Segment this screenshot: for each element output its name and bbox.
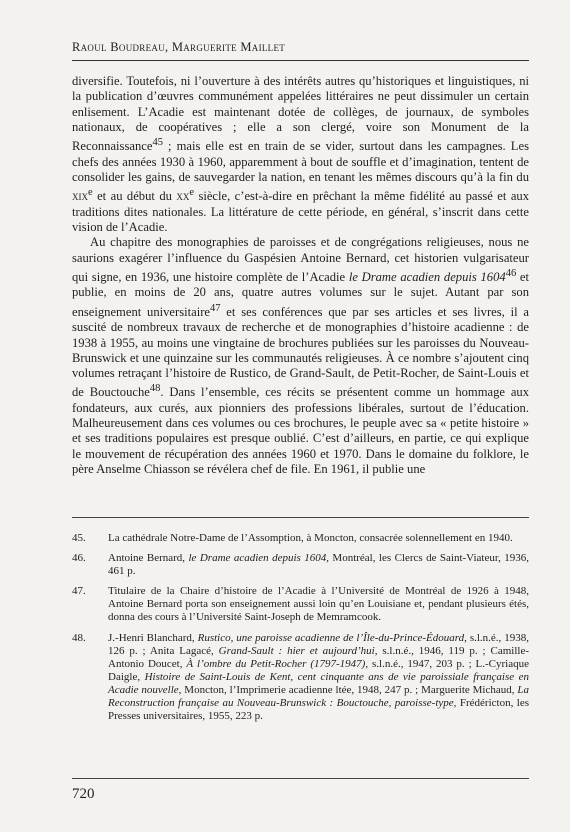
running-header: Raoul Boudreau, Marguerite Maillet [72, 40, 286, 54]
footnote-number: 48. [72, 631, 86, 644]
footnote-text: Titulaire de la Chaire d’histoire de l’Acadie à l’Université de Montréal de 1926 à 1948, Antoine Bernard porta son enseignement aussi loin qu’en Louisiane et, pendant plusieurs étés, donna des cours à l’Université Saint-Joseph de Memramcook. [108, 585, 529, 624]
footnote-text: La cathédrale Notre-Dame de l’Assomption, à Moncton, consacrée solennellement en 1940. [108, 532, 513, 544]
footer-rule [72, 778, 529, 779]
paragraph-2: Au chapitre des monographies de paroisses et de congrégations religieuses, nous ne saurions exagérer l’influence du Gaspésien Antoine Bernard, cet historien vulgarisateur qui signe, en 1936, une histoire complète de l’Acadie le Drame acadien depuis 1604$^{46}$ et publie, en moins de 20 ans, quatre autres volumes sur le sujet. Autant par son enseignement universitaire$^{47}$ et ses conférences que par ses articles et ses livres, il a suscité de nombreux travaux de recherche et de monographies d’histoire acadienne : de 1938 à 1955, au moins une vingtaine de brochures publiées sur les paroisses du Nouveau-Brunswick et une quinzaine sur les communautés religieuses. À ce nombre s’ajoutent cinq volumes retraçant l’histoire de Rustico, de Grand-Sault, de Petit-Rocher, de Saint-Louis et de Bouctouche$^{48}$. Dans l’ensemble, ces récits se présentent comme un hommage aux fondateurs, aux curés, aux pionniers des professions libérales, surtout de l’éducation. Malheureusement dans ces volumes ou ces brochures, le peuple avec sa « petite histoire » et ses traditions populaires est presque oublié. C’est d’ailleurs, en partie, ce qui explique le mouvement de récupération des années 1960 et 1970. Dans le domaine du folklore, le père Anselme Chiasson se révélera chef de file. En 1961, il publie une [72, 235, 529, 477]
header-rule [72, 60, 529, 61]
footnote-text: J.-Henri Blanchard, Rustico, une paroisse acadienne de l’Île-du-Prince-Édouard, s.l.n.é., 1938, 126 p. ; Anita Lagacé, Grand-Sault : hier et aujourd’hui, s.l.n.é., 1946, 119 p. ; Camille-Antonio Doucet, À l’ombre du Petit-Rocher (1797-1947), s.l.n.é., 1947, 203 p. ; L.-Cyriaque Daigle, Histoire de Saint-Louis de Kent, cent cinquante ans de vie paroissiale française en Acadie nouvelle, Moncton, l’Imprimerie acadienne ltée, 1948, 247 p. ; Marguerite Michaud, La Reconstruction française au Nouveau-Brunswick : Bouctouche, paroisse-type, Frédéricton, les Presses universitaires, 1955, 223 p. [108, 631, 530, 723]
footnote-rule [72, 517, 529, 518]
footnote-46 [72, 552, 529, 578]
footnotes [72, 532, 529, 730]
footnote-45 [72, 532, 529, 545]
footnote-number: 45. [72, 532, 86, 544]
footnote-number: 46. [72, 552, 86, 565]
paragraph-1: diversifie. Toutefois, ni l’ouverture à des intérêts autres qu’historiques et linguistiques, ni la publication d’œuvres communément appelées littéraires ne peut dissimuler un certain enlisement. L’Acadie est maintenant dotée de collèges, de journaux, de symboles nationaux, de coopératives ; elle a son clergé, voire son Monument de la Reconnaissance$^{45}$ ; mais elle est en train de se vider, surtout dans les campagnes. Les chefs des années 1930 à 1960, apparemment à bout de souffle et d’imagination, tentent de consolider les gains, de sauvegarder la nation, en tenant les mêmes discours qu’à la fin du xix$^e$ et au début du $xx^e$ siècle, c’est-à-dire en prêchant la même fidélité au passé et aux traditions dites nationales. La littérature de cette période, en général, s’inscrit dans cette vision de l’Acadie. [72, 74, 530, 235]
footnote-text: Antoine Bernard, le Drame acadien depuis 1604, Montréal, les Clercs de Saint-Viateur, 1936, 461 p. [108, 552, 529, 578]
footnote-number: 47. [72, 585, 86, 598]
page-number: 720 [72, 786, 95, 802]
main-text [72, 74, 529, 477]
footnote-48 [72, 632, 529, 724]
footnote-47 [72, 585, 529, 624]
